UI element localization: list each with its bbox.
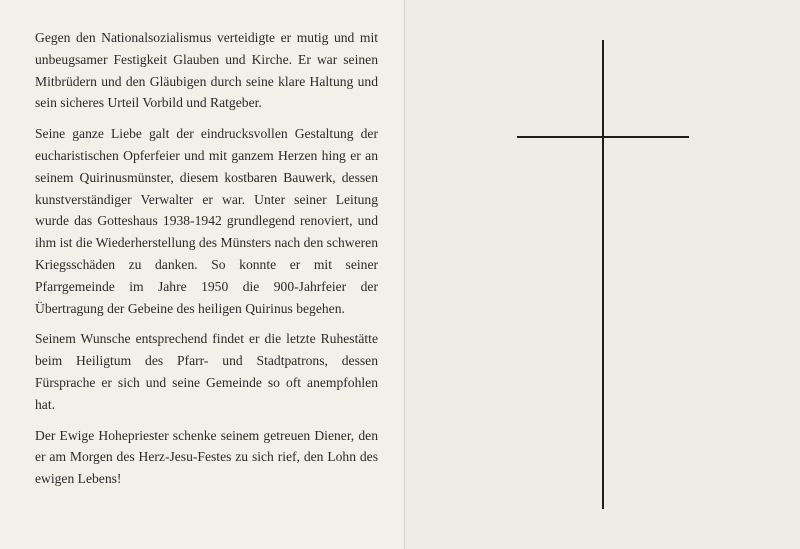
obituary-text	[35, 27, 378, 499]
cross-vertical-bar	[602, 40, 604, 509]
paragraph-2: Seine ganze Liebe galt der eindrucksvollen Gestaltung der eucharistischen Opferfeier und mit ganzem Herzen hing er an seinem Quirinusmünster, diesem kostbaren Bauwerk, dessen kunstverständiger Verwalter er war. Unter seiner Leitung wurde das Gotteshaus 1938-1942 grundlegend renoviert, und ihm ist die Wiederherstellung des Münsters nach den schweren Kriegsschäden zu danken. So konnte er mit seiner Pfarrgemeinde im Jahre 1950 die 900-Jahrfeier der Übertragung der Gebeine des heiligen Quirinus begehen.	[35, 126, 378, 316]
cross-horizontal-bar	[517, 136, 689, 138]
paragraph-3: Seinem Wunsche entsprechend findet er die letzte Ruhestätte beim Heiligtum des Pfarr- und Stadtpatrons, dessen Fürsprache er sich und seine Gemeinde so oft anempfohlen hat.	[35, 331, 378, 412]
paragraph-4: Der Ewige Hohepriester schenke seinem getreuen Diener, den er am Morgen des Herz-Jesu-Festes zu sich rief, den Lohn des ewigen Lebens!	[35, 427, 378, 487]
paragraph-1: Gegen den Nationalsozialismus verteidigte er mutig und mit unbeugsamer Festigkeit Glauben und Kirche. Er war seinen Mitbrüdern und den Gläubigen durch seine klare Haltung und sein sicheres Urteil Vorbild und Ratgeber.	[35, 30, 378, 111]
